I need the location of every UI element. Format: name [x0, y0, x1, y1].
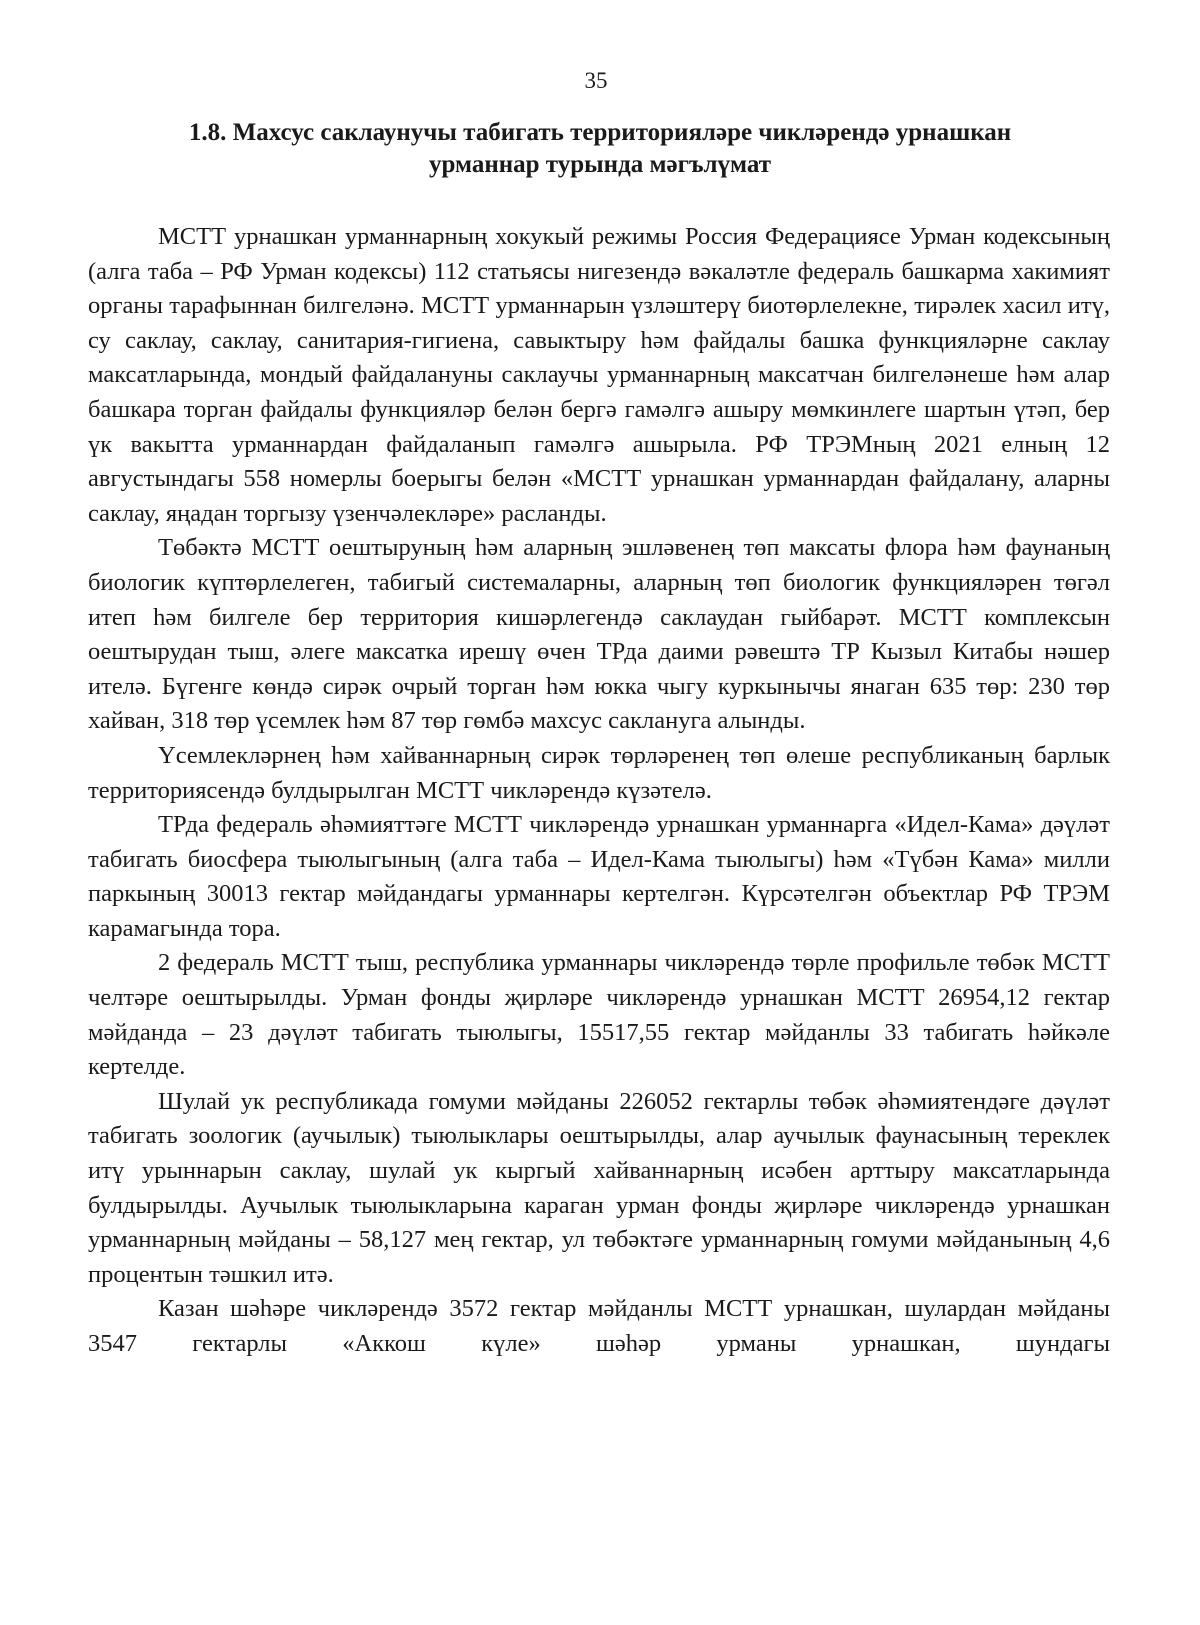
paragraph-kazan: Казан шәһәре чикләрендә 3572 гектар мәйданлы МСТТ урнашкан, шулардан мәйданы 3547 гектарлы «Аккош күле» шәһәр урманы урнашкан, шундагы: [88, 1295, 1110, 1357]
body-text: [88, 220, 1110, 1362]
page-number: 35: [584, 68, 608, 93]
paragraph-regional-network: 2 федераль МСТТ тыш, республика урманнары чикләрендә төрле профильле төбәк МСТТ челтәре оештырылды. Урман фонды җирләре чикләрендә урнашкан МСТТ 26954,12 гектар мәйданда – 23 дәүләт табигать тыюлыгы, 15517,55 гектар мәйданлы 33 табигать һәйкәле кертелде.: [88, 949, 1110, 1081]
section-heading-line-1: 1.8. Махсус саклаунучы табигать территорияләре чикләрендә урнашкан: [188, 119, 1012, 146]
paragraph-federal-sites: ТРда федераль әһәмияттәге МСТТ чикләрендә урнашкан урманнарга «Идел-Кама» дәүләт табигать биосфера тыюлыгының (алга таба – Идел-Кама тыюлыгы) һәм «Түбән Кама» милли паркының 30013 гектар мәйдандагы урманнары кертелгән. Күрсәтелгән объектлар РФ ТРЭМ карамагында тора.: [88, 811, 1110, 942]
paragraph-legal-regime: МСТТ урнашкан урманнарның хокукый режимы Россия Федерациясе Урман кодексының (алга таба – РФ Урман кодексы) 112 статьясы нигезендә вәкаләтле федераль башкарма хакимият органы тарафыннан билгеләнә. МСТТ урманнарын үзләштерү биотөрлелекне, тирәлек хасил итү, су саклау, саклау, санитария-гигиена, савыктыру һәм файдалы башка функцияләрне саклау максатларында, мондый файдалануны саклаучы урманнарның максатчан билгеләнеше һәм алар башкара торган файдалы функцияләр белән бергә гамәлгә ашыру мөмкинлеге шартын үтәп, бер үк вакытта урманнардан файдаланып гамәлгә ашырыла. РФ ТРЭМның 2021 елның 12 августындагы 558 номерлы боерыгы белән «МСТТ урнашкан урманнардан файдалану, аларны саклау, яңадан торгызу үзенчәлекләре» расланды.: [88, 223, 1110, 527]
paragraph-rare-species: Үсемлекләрнең һәм хайваннарның сирәк төрләренең төп өлеше республиканың барлык территориясендә булдырылган МСТТ чикләрендә күзәтелә.: [88, 741, 1110, 804]
paragraph-hunting-reserves: Шулай ук республикада гомуми мәйданы 226052 гектарлы төбәк әһәмиятендәге дәүләт табигать зоологик (аучылык) тыюлыклары оештырылды, алар аучылык фаунасының тереклек итү урыннарын саклау, шулай ук кыргый хайваннарның исәбен арттыру максатларында булдырылды. Аучылык тыюлыкларына караган урман фонды җирләре чикләрендә урнашкан урманнарның мәйданы – 58,127 мең гектар, ул төбәктәге урманнарның гомуми мәйданының 4,6 процентын тәшкил итә.: [88, 1087, 1110, 1288]
paragraph-main-goal: Төбәктә МСТТ оештыруның һәм аларның эшләвенең төп максаты флора һәм фаунаның биологик күптөрлелеген, табигый системаларны, аларның төп биологик функцияләрен төгәл итеп һәм билгеле бер территория кишәрлегендә саклаудан гыйбарәт. МСТТ комплексын оештырудан тыш, әлеге максатка ирешү өчен ТРда даими рәвештә ТР Кызыл Китабы нәшер ителә. Бүгенге көндә сирәк очрый торган һәм юкка чыгу куркынычы янаган 635 төр: 230 төр хайван, 318 төр үсемлек һәм 87 төр гөмбә махсус саклануга алынды.: [88, 534, 1110, 735]
section-heading-line-2: урманнар турында мәгълүмат: [428, 151, 772, 178]
section-heading: [120, 117, 1080, 181]
